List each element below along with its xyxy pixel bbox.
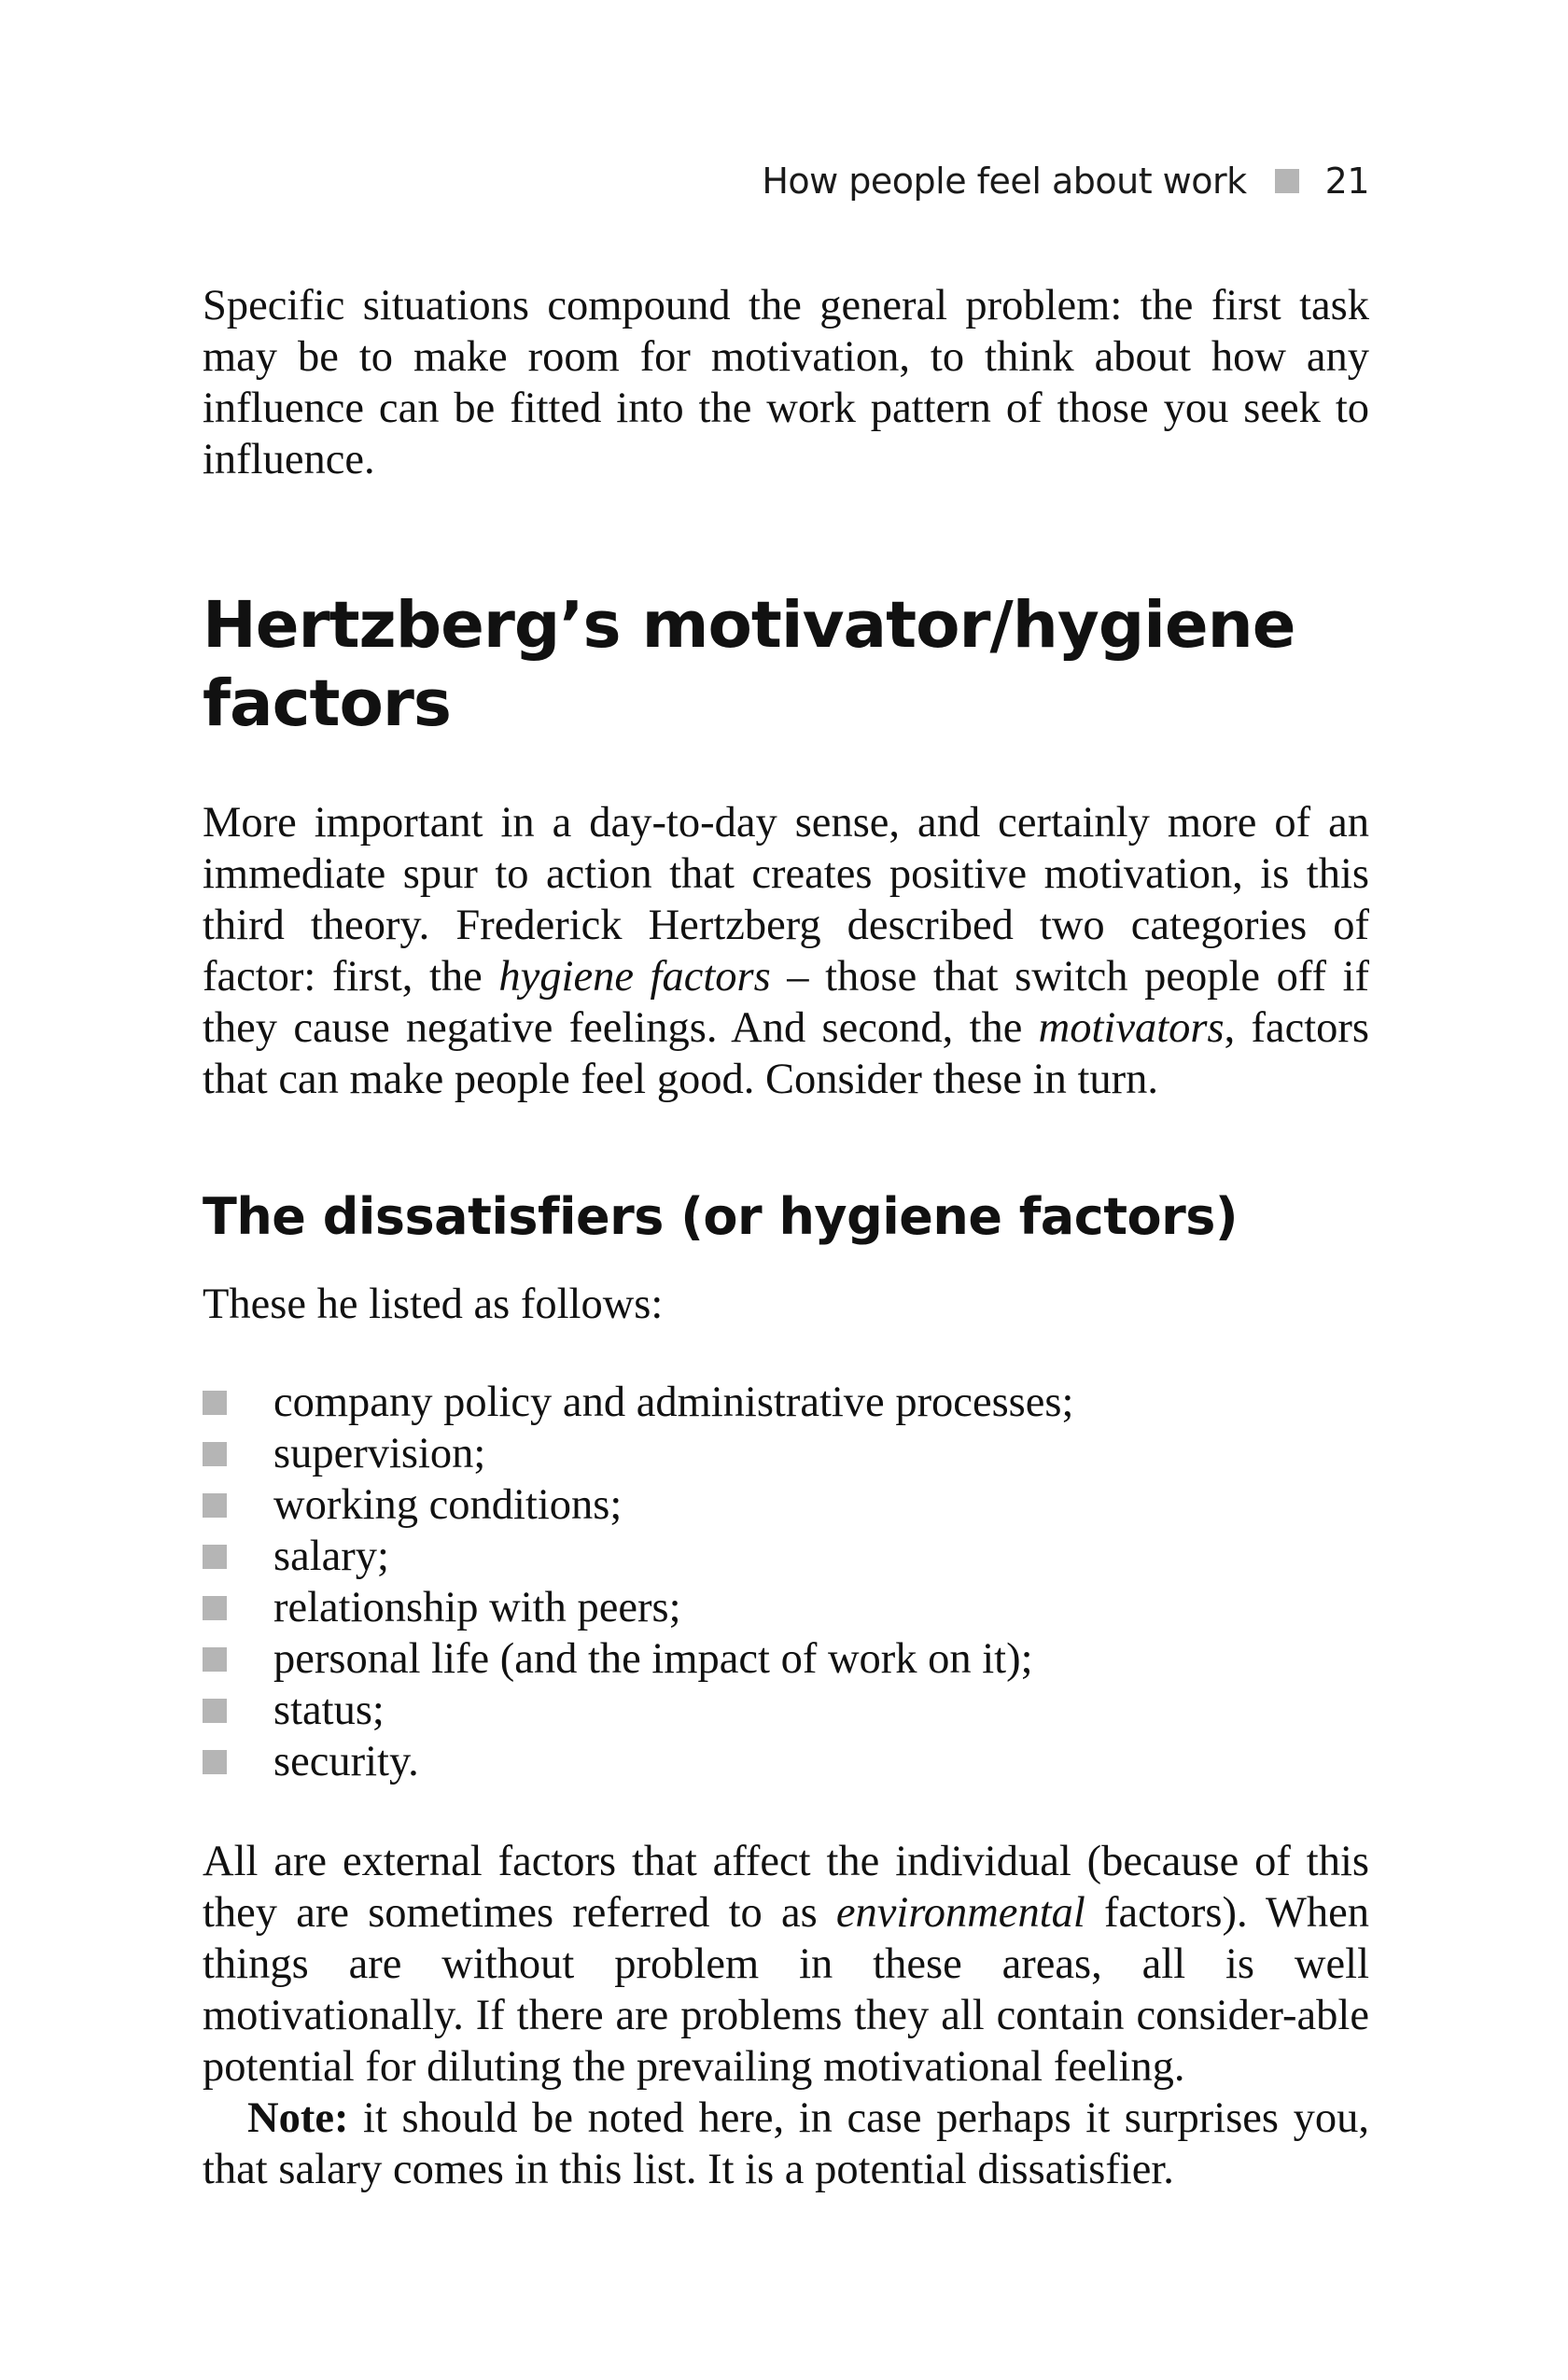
square-bullet-icon — [203, 1493, 227, 1518]
dissatisfiers-list — [203, 1377, 1369, 1787]
list-item: security. — [203, 1736, 1369, 1787]
list-lead: These he listed as follows: — [203, 1281, 664, 1328]
page-body — [203, 280, 1369, 2195]
list-item: relationship with peers; — [203, 1582, 1369, 1633]
square-bullet-icon — [1275, 169, 1299, 193]
closing-paragraph: All are external factors that affect the individual (because of this they are sometimes referred to as environmental factors). When things are without problem in these areas, all is well motivationally. If there are problems they all contain consider-able potential for diluting the prevailing motivational feeling. — [203, 1838, 1369, 2091]
list-item: personal life (and the impact of work on it); — [203, 1633, 1369, 1685]
list-item: supervision; — [203, 1428, 1369, 1479]
list-item: working conditions; — [203, 1479, 1369, 1531]
square-bullet-icon — [203, 1596, 227, 1620]
list-item: status; — [203, 1685, 1369, 1736]
section-heading: Hertzberg’s motivator/hygiene factors — [203, 588, 1295, 741]
running-title: How people feel about work — [762, 161, 1247, 202]
square-bullet-icon — [203, 1442, 227, 1466]
square-bullet-icon — [203, 1750, 227, 1774]
list-item: company policy and administrative processes; — [203, 1377, 1369, 1428]
note-paragraph: Note: it should be noted here, in case perhaps it surprises you, that salary comes in this list. It is a potential dissatisfier. — [203, 2094, 1369, 2193]
emphasis-hygiene-factors: hygiene factors — [498, 953, 771, 1001]
intro-paragraph: Specific situations compound the general problem: the first task may be to make room for motivation, to think about how any influence can be fitted into the work pattern of those you seek to influence. — [203, 282, 1369, 483]
square-bullet-icon — [203, 1699, 227, 1723]
running-header — [762, 161, 1369, 202]
square-bullet-icon — [203, 1647, 227, 1672]
page-number: 21 — [1324, 161, 1369, 202]
emphasis-environmental: environmental — [835, 1889, 1085, 1937]
list-item: salary; — [203, 1531, 1369, 1582]
subsection-heading: The dissatisfiers (or hygiene factors) — [203, 1187, 1239, 1246]
note-label: Note: — [247, 2094, 349, 2142]
section-paragraph: More important in a day-to-day sense, and certainly more of an immediate spur to action that creates positive motivation, is this third theory. Frederick Hertzberg described two categories of factor: first, the hygiene factors – those that switch people off if they cause negative feelings. And second, the motivators, factors that can make people feel good. Consider these in turn. — [203, 799, 1369, 1103]
emphasis-motivators: motivators — [1038, 1004, 1225, 1052]
square-bullet-icon — [203, 1545, 227, 1569]
square-bullet-icon — [203, 1391, 227, 1415]
